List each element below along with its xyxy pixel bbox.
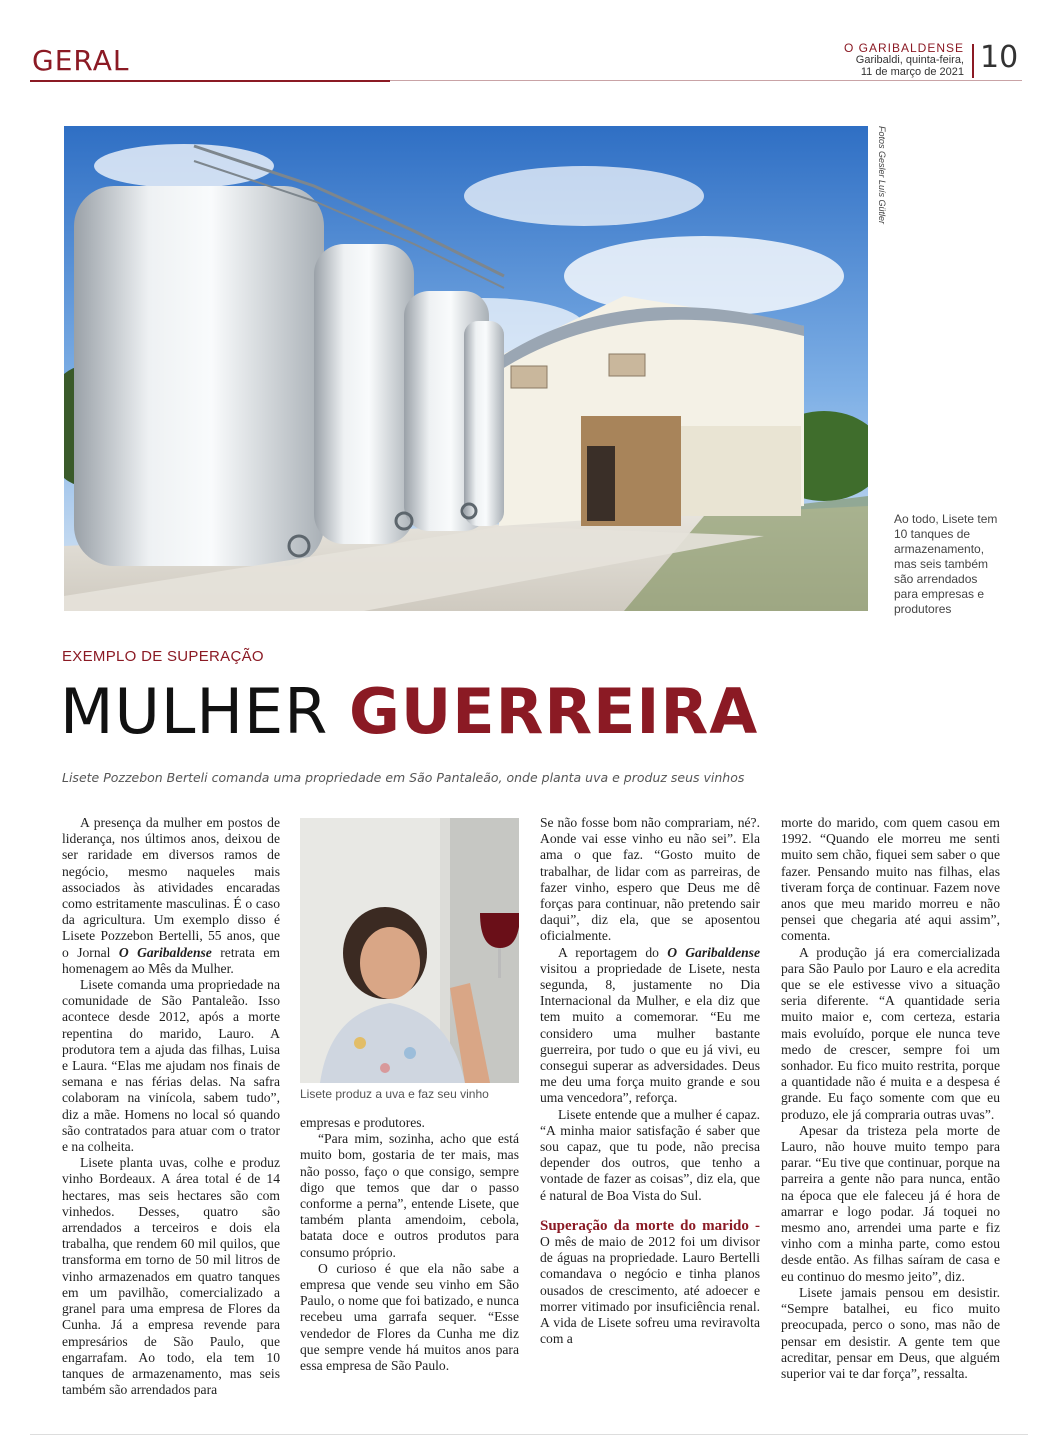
article-column-2	[300, 1115, 519, 1374]
page-number: 10	[980, 40, 1019, 75]
paragraph: A reportagem do O Garibaldense visitou a propriedade de Lisete, nesta segunda, 8, justamente no Dia Internacional da Mulher, e ela diz que tem muito a comemorar. “Eu me considero uma mulher bastante guerreira, por tudo o que eu já vivi, eu consegui superar as adversidades. Deus me deu uma força muito grande e sou uma vencedora”, reforça.	[540, 944, 760, 1106]
header-rule-accent	[30, 80, 390, 82]
paragraph: A produção já era comercializada para São Paulo por Lauro e ela acredita que se ele estivesse vivo a situação seria diferente. “A quantidade seria muito maior e, com certeza, estaria mais evoluído, porque ele nunca teve medo de crescer, sempre foi um sonhador. Eu fico muito restrita, porque a quantidade não é muita e a despesa é grande. Eu faço somente com que eu produzo, ele já compraria outras uvas”.	[781, 944, 1000, 1122]
paragraph: Se não fosse bom não comprariam, né?. Aonde vai esse vinho eu não sei”. Ela ama o que faz. “Gosto muito de trabalhar, de lidar com as parreiras, de fazer vinho, espero que Deus me dê forças para continuar, não pretendo sair daqui”, diz ela, que se aposentou oficialmente.	[540, 815, 760, 944]
section-label: GERAL	[32, 44, 130, 77]
article-subtitle: Lisete Pozzebon Berteli comanda uma propriedade em São Pantaleão, onde planta uva e produz seus vinhos	[62, 770, 745, 785]
footer-rule	[30, 1434, 1028, 1435]
section-subhead: Superação da morte do marido -	[540, 1217, 760, 1234]
paragraph: Lisete planta uvas, colhe e produz vinho Bordeaux. A área total é de 14 hectares, mas seis hectares são com vinhedos. Desses, quatro são arrendados a terceiros e dois ela trabalha, que rendem 60 mil quilos, que transforma em torno de 50 mil litros de vinho armazenados em quatro tanques em um pavilhão, comercializado a granel para uma empresa de Flores da Cunha. Já a empresa revende para empresários de São Paulo, que engarrafam. Ao todo, ela tem 10 tanques de armazenamento, mas seis também são arrendados para	[62, 1155, 280, 1398]
headline-part-2: GUERREIRA	[349, 675, 759, 748]
newspaper-name-italic: O Garibaldense	[667, 944, 760, 960]
paragraph: A presença da mulher em postos de liderança, nos últimos anos, deixou de ser raridade em diversos ramos de negócio, mesmo naqueles mais associados às atividades encaradas como estritamente masculinas. É o caso da agricultura. Um exemplo disso é Lisete Pozzebon Bertelli, 55 anos, que o Jornal O Garibaldense retrata em homenagem ao Mês da Mulher.	[62, 815, 280, 976]
paragraph-with-subhead: Superação da morte do marido - O mês de maio de 2012 foi um divisor de águas na propriedade. Lauro Bertelli comandava o negócio e tinha planos ousados de crescimento, até adoecer e morrer vitimado por insuficiência renal. A vida de Lisete sofreu uma reviravolta com a	[540, 1217, 760, 1347]
newspaper-name-italic: O Garibaldense	[118, 944, 212, 960]
headline-part-1: MULHER	[60, 675, 349, 748]
paragraph: Lisete comanda uma propriedade na comunidade de São Pantaleão. Isso acontece desde 2012, após a morte repentina do marido, Lauro. A produtora tem a ajuda das filhas, Luisa e Laura. “Elas me ajudam nos finais de semana e nas férias delas. Na safra colaboram na vinícola, sabem tudo”, diz a mãe. Homens no local só quando são contratados para atuar com o trator e na colheita.	[62, 977, 280, 1155]
paragraph: morte do marido, com quem casou em 1992. “Quando ele morreu me senti muito sem chão, fiquei sem saber o que fazer. Pensando muito nas filhas, elas tiveram força de continuar. Fazem nove anos que meu marido morreu e não pensei que chegaria até aqui assim”, comenta.	[781, 815, 1000, 944]
article-kicker: EXEMPLO DE SUPERAÇÃO	[62, 648, 264, 665]
article-column-3	[540, 815, 760, 1348]
paragraph: O curioso é que ela não sabe a empresa que vende seu vinho em São Paulo, o nome que foi batizado, e nunca recebeu uma garrafa sequer. “Esse vendedor de Flores da Cunha me diz que sempre vende há muitos anos para essa empresa de São Paulo.	[300, 1260, 519, 1374]
article-headline	[60, 672, 758, 752]
main-photo-wine-tanks	[64, 126, 868, 611]
date-line-1: Garibaldi, quinta-feira,	[855, 54, 964, 66]
paragraph: empresas e produtores.	[300, 1115, 425, 1130]
date-line-2: 11 de março de 2021	[860, 66, 964, 78]
newspaper-name: O GARIBALDENSE	[843, 41, 964, 55]
article-column-4	[781, 815, 1000, 1382]
main-photo-caption: Ao todo, Lisete tem 10 tanques de armazenamento, mas seis também são arrendados para empresas e produtores	[894, 512, 998, 616]
inset-photo-illustration	[300, 818, 519, 1083]
inset-photo-lisete	[300, 818, 519, 1083]
inset-photo-caption: Lisete produz a uva e faz seu vinho	[300, 1087, 489, 1101]
paragraph: Lisete entende que a mulher é capaz. “A minha maior satisfação é saber que sou capaz, que tu pode, não precisa depender dos outros, que tenho a vontade de fazer as coisas”, diz ela, que é natural de Boa Vista do Sul.	[540, 1106, 760, 1203]
masthead-info	[820, 42, 964, 78]
photo-illustration	[64, 126, 868, 611]
paragraph: Apesar da tristeza pela morte de Lauro, não houve muito tempo para parar. “Eu tive que continuar, porque na parreira a gente não para nunca, então na época que ele faleceu já é hora de amarrar e logo podar. Já toquei no mesmo ano, arrendei uma parte e fiz vinho com a minha parte, como estou desde então. As filhas saíram de casa e eu continuo do mesmo jeito”, diz.	[781, 1122, 1000, 1284]
article-column-1	[62, 815, 280, 1398]
photo-credit: Fotos Gesler Luís Gütler	[877, 126, 887, 225]
paragraph: Lisete jamais pensou em desistir. “Sempre batalhei, eu fico muito preocupada, perco o sono, mas não de pensar em desistir. A gente tem que acreditar, pensar em Deus, que alguém superior vai te dar força”, ressalta.	[781, 1284, 1000, 1381]
header-rule	[390, 80, 1022, 81]
header-divider	[972, 44, 974, 78]
paragraph: “Para mim, sozinha, acho que está muito bom, gostaria de ter mais, mas não posso, faço o que consigo, sempre digo que temos que dar o passo conforme a perna”, entende Lisete, que também planta amendoim, cebola, batata doce e outros produtos para consumo próprio.	[300, 1131, 519, 1260]
